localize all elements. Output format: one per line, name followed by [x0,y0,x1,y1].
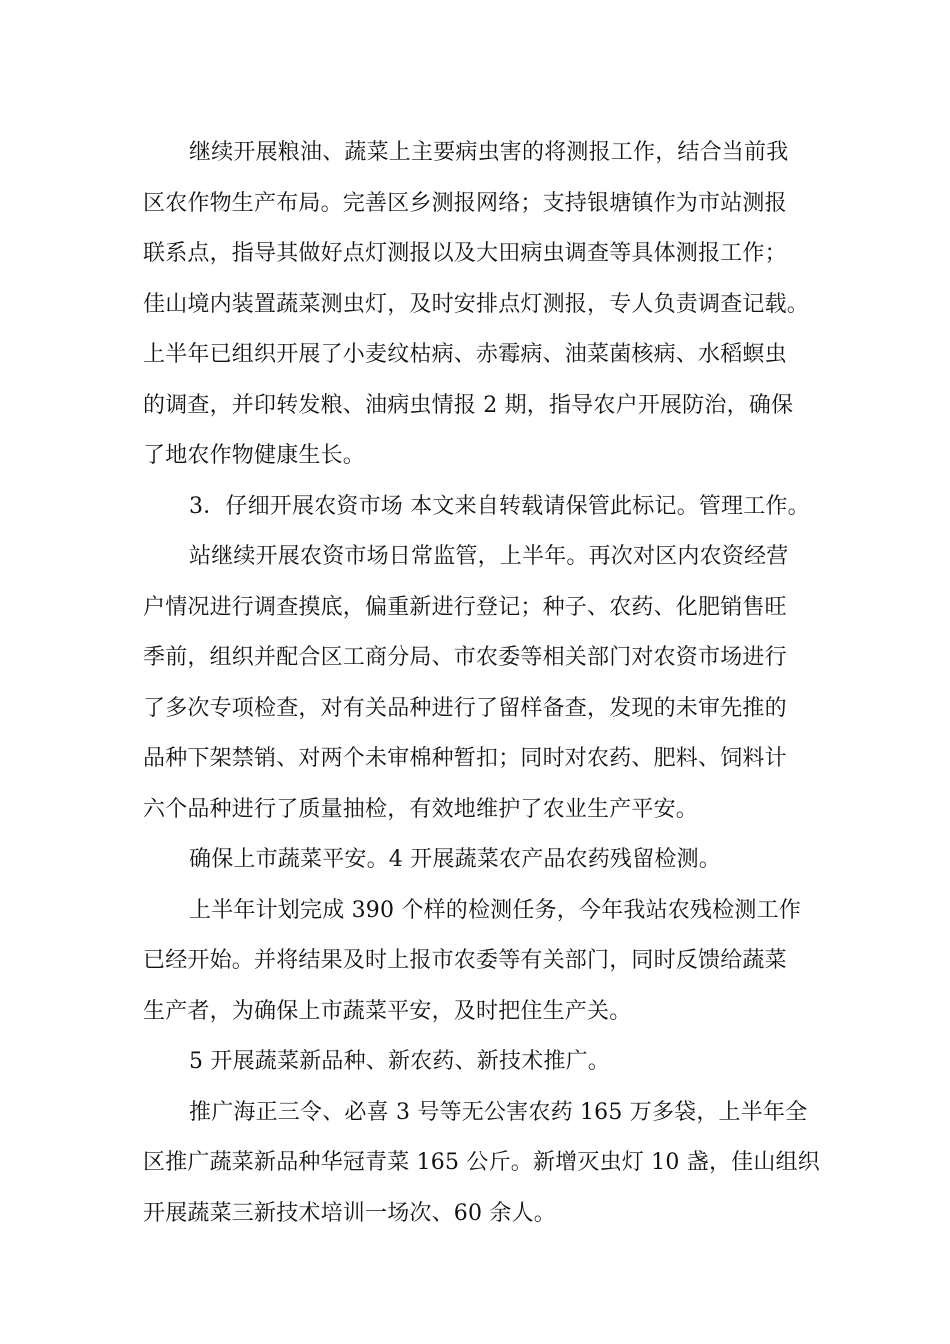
paragraph-promotion [143,1088,820,1240]
text-line: 确保上市蔬菜平安。4 开展蔬菜农产品农药残留检测。 [189,847,721,872]
text-line: 季前，组织并配合区工商分局、市农委等相关部门对农资市场进行 [143,645,787,670]
text-line: 区农作物生产布局。完善区乡测报网络；支持银塘镇作为市站测报 [143,190,787,216]
text-line: 户情况进行调查摸底，偏重新进行登记；种子、农药、化肥销售旺 [143,594,787,620]
text-line: 联系点，指导其做好点灯测报以及大田病虫调查等具体测报工作； [143,241,787,266]
heading-item-4 [143,835,811,886]
text-line: 生产者，为确保上市蔬菜平安，及时把住生产关。 [143,998,632,1024]
paragraph-market-supervision [143,532,811,835]
text-line: 推广海正三令、必喜 3 号等无公害农药 165 万多袋，上半年全 [189,1099,808,1125]
text-line: 5 开展蔬菜新品种、新农药、新技术推广。 [189,1049,610,1074]
text-line: 品种下架禁销、对两个未审棉种暂扣；同时对农药、肥料、饲料计 [143,746,787,771]
text-line: 已经开始。并将结果及时上报市农委等有关部门，同时反馈给蔬菜 [143,948,787,973]
text-line: 了地农作物健康生长。 [143,443,366,468]
text-line: 站继续开展农资市场日常监管，上半年。再次对区内农资经营 [189,544,789,569]
text-line: 六个品种进行了质量抽检，有效地维护了农业生产平安。 [143,796,699,822]
paragraph-pest-monitoring [143,128,811,482]
heading-item-3 [143,482,811,533]
text-line: 开展蔬菜三新技术培训一场次、60 余人。 [143,1200,556,1226]
text-line: 上半年已组织开展了小麦纹枯病、赤霉病、油菜菌核病、水稻螟虫 [143,342,787,367]
text-line: 了多次专项检查，对有关品种进行了留样备查，发现的未审先推的 [143,695,787,721]
paragraph-residue-testing [143,886,811,1038]
text-line: 区推广蔬菜新品种华冠青菜 165 公斤。新增灭虫灯 10 盏，佳山组织 [143,1150,820,1175]
heading-item-5 [143,1037,811,1088]
text-line: 上半年计划完成 390 个样的检测任务，今年我站农残检测工作 [189,897,801,923]
text-line: 3．仔细开展农资市场 本文来自转载请保管此标记。管理工作。 [189,493,810,519]
text-line: 佳山境内装置蔬菜测虫灯，及时安排点灯测报，专人负责调查记载。 [143,291,810,317]
document-body [143,128,820,1239]
text-line: 继续开展粮油、蔬菜上主要病虫害的将测报工作，结合当前我 [189,140,789,165]
text-line: 的调查，并印转发粮、油病虫情报 2 期，指导农户开展防治，确保 [143,392,794,418]
